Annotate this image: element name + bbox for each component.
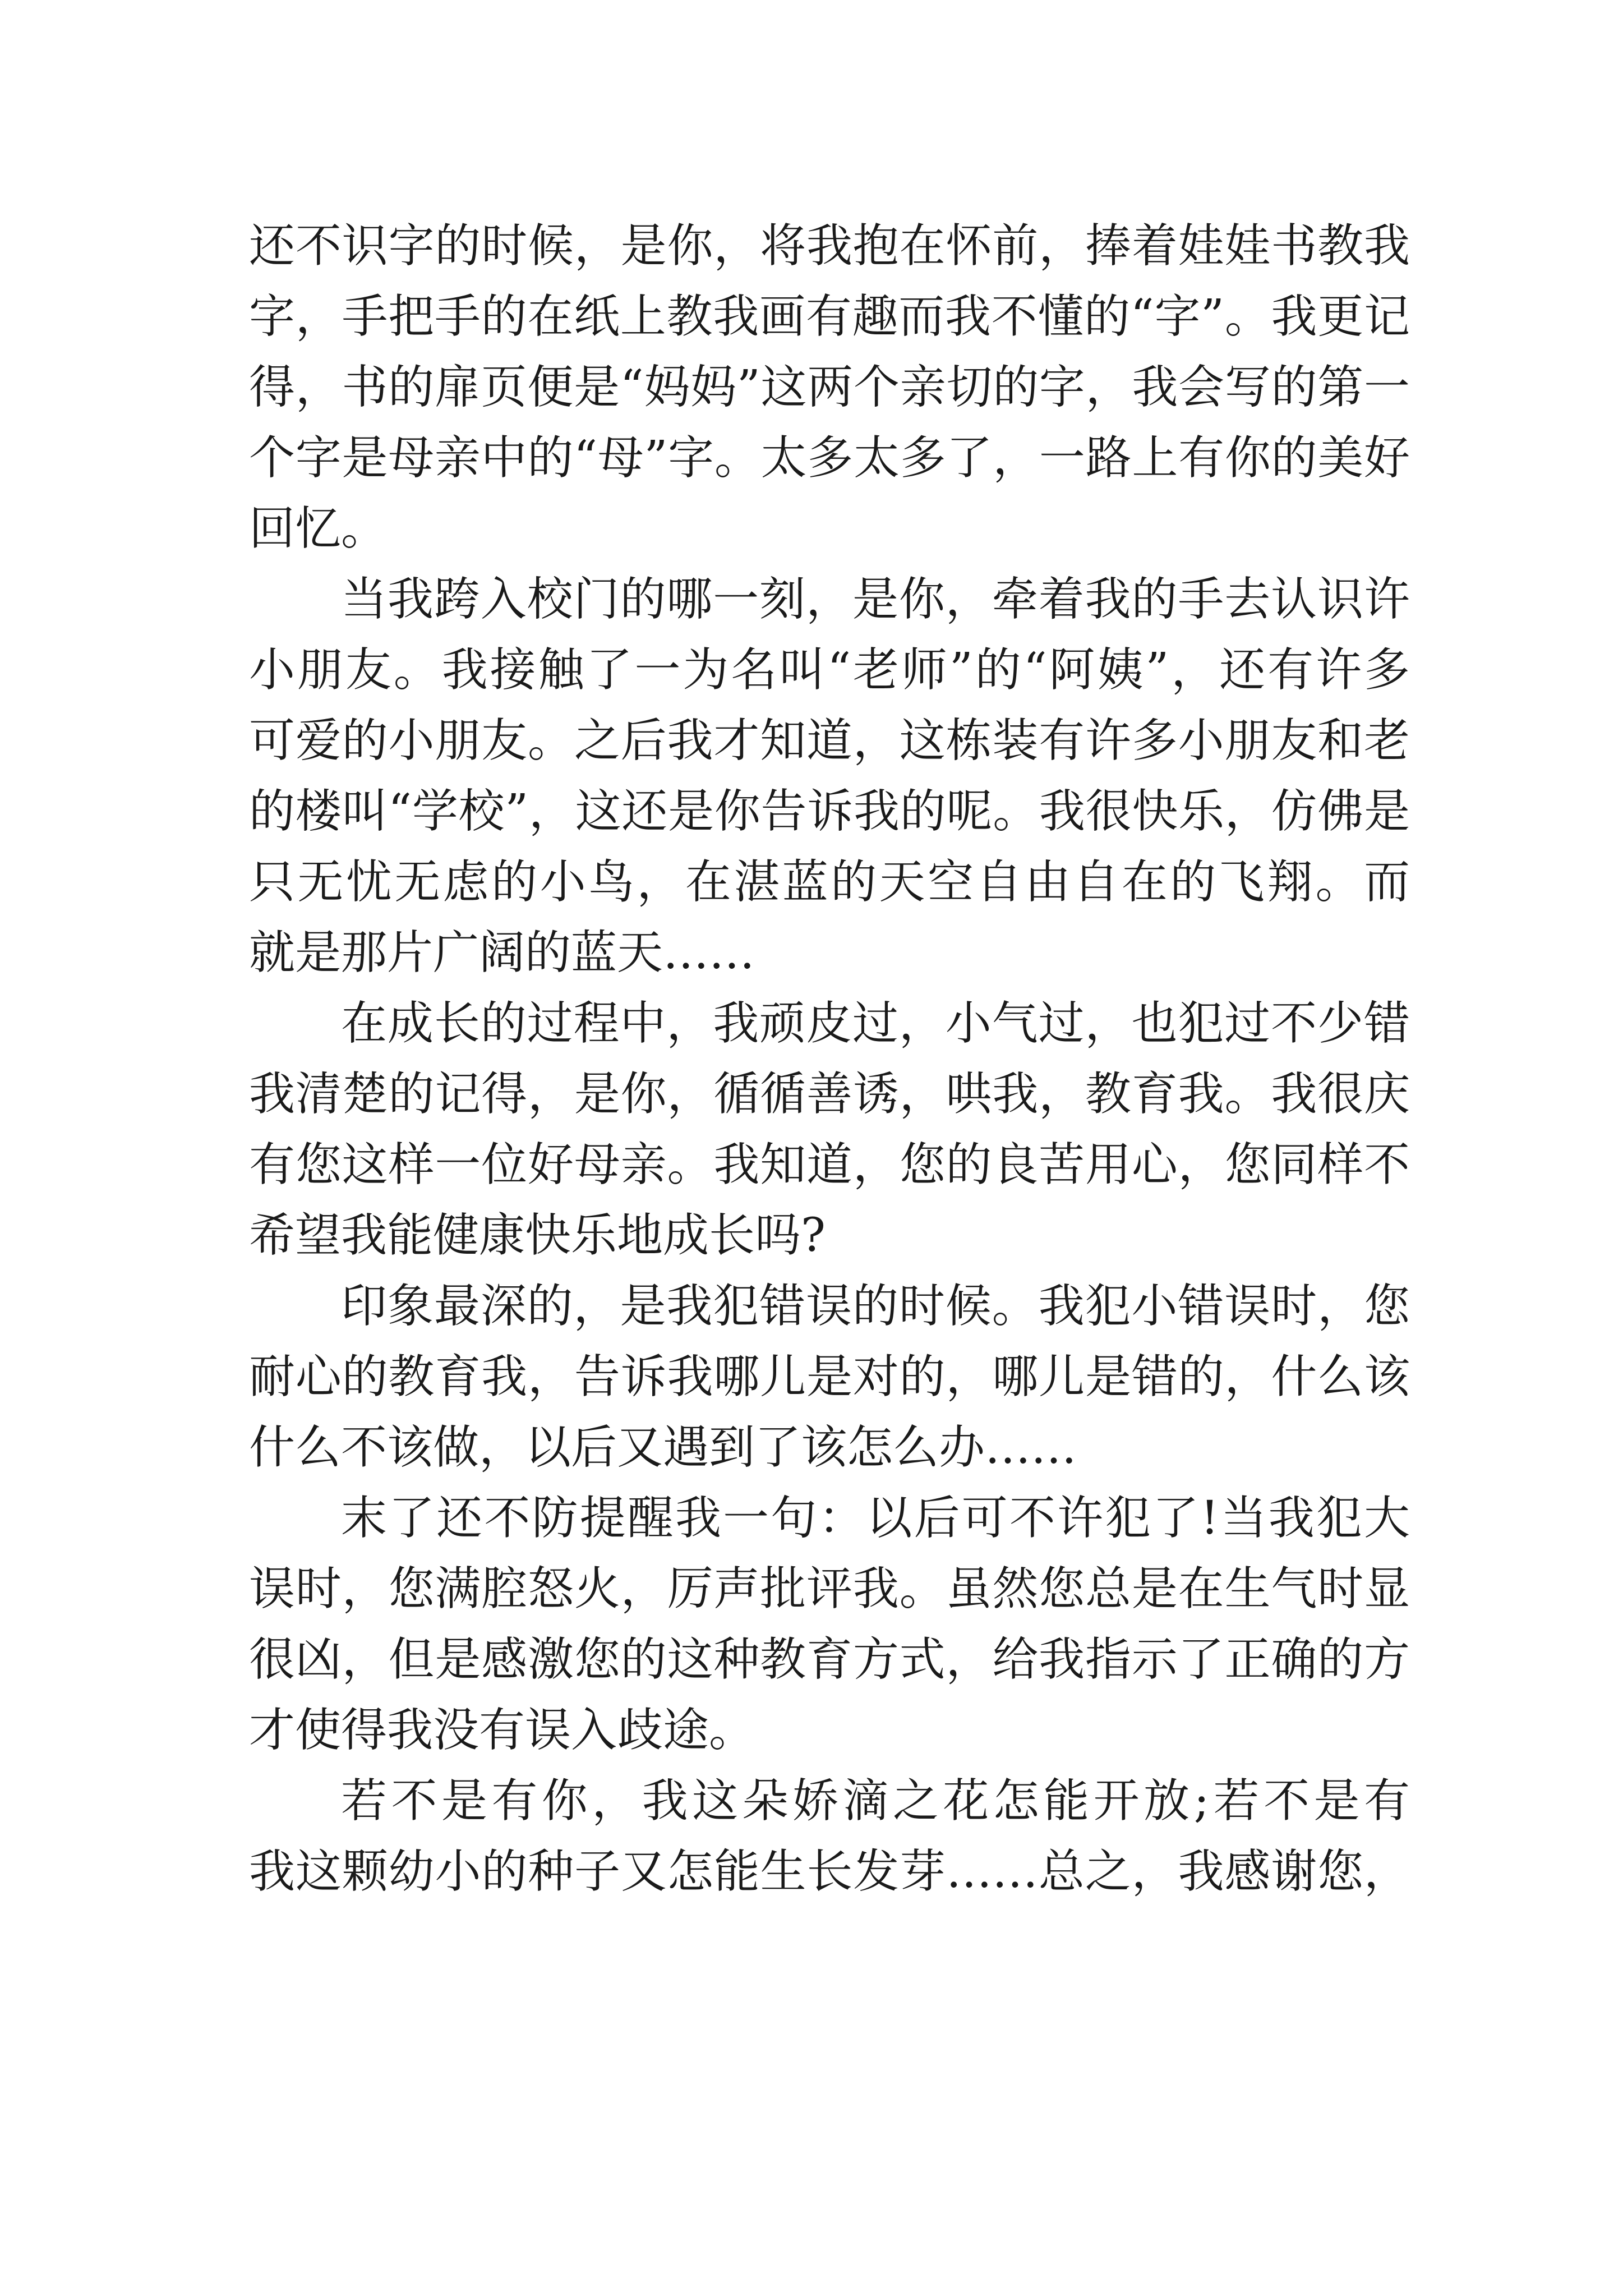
text-line: 就是那片广阔的蓝天…… xyxy=(249,926,755,979)
text-line: 若不是有你，我这朵娇滴之花怎能开放;若不是有 xyxy=(341,1774,1410,1828)
text-line: 字，手把手的在纸上教我画有趣而我不懂的“字”。我更记 xyxy=(249,290,1410,343)
text-line: 只无忧无虑的小鸟，在湛蓝的天空自由自在的飞翔。而 xyxy=(249,855,1410,909)
text-line: 我清楚的记得，是你，循循善诱，哄我，教育我。我很庆 xyxy=(249,1068,1410,1121)
text-line: 才使得我没有误入歧途。 xyxy=(249,1704,755,1757)
text-line: 在成长的过程中，我顽皮过，小气过，也犯过不少错 xyxy=(341,997,1410,1050)
text-line: 耐心的教育我，告诉我哪儿是对的，哪儿是错的，什么该 xyxy=(249,1350,1410,1404)
text-line: 还不识字的时候，是你，将我抱在怀前，捧着娃娃书教我 xyxy=(249,219,1410,273)
text-line: 我这颗幼小的种子又怎能生长发芽……总之，我感谢您， xyxy=(249,1845,1410,1898)
text-line: 个字是母亲中的“母”字。太多太多了，一路上有你的美好 xyxy=(249,431,1410,485)
text-line: 当我跨入校门的哪一刻，是你，牵着我的手去认识许 xyxy=(341,573,1410,626)
text-line: 回忆。 xyxy=(249,502,388,555)
text-line: 印象最深的，是我犯错误的时候。我犯小错误时，您 xyxy=(341,1280,1410,1333)
text-line: 末了还不防提醒我一句：以后可不许犯了!当我犯大 xyxy=(341,1492,1410,1545)
text-line: 希望我能健康快乐地成长吗? xyxy=(249,1209,826,1262)
text-line: 有您这样一位好母亲。我知道，您的良苦用心，您同样不 xyxy=(249,1138,1410,1191)
text-line: 得，书的扉页便是“妈妈”这两个亲切的字，我会写的第一 xyxy=(249,361,1410,414)
text-line: 小朋友。我接触了一为名叫“老师”的“阿姨”，还有许多 xyxy=(249,643,1410,697)
essay-body xyxy=(249,211,1410,1907)
text-line: 可爱的小朋友。之后我才知道，这栋装有许多小朋友和老 xyxy=(249,714,1410,767)
text-line: 的楼叫“学校”，这还是你告诉我的呢。我很快乐，仿佛是 xyxy=(249,785,1410,838)
text-line: 什么不该做，以后又遇到了该怎么办…… xyxy=(249,1421,1077,1474)
text-line: 误时，您满腔怒火，厉声批评我。虽然您总是在生气时显 xyxy=(249,1562,1410,1616)
text-line: 很凶，但是感激您的这种教育方式，给我指示了正确的方 xyxy=(249,1633,1410,1686)
